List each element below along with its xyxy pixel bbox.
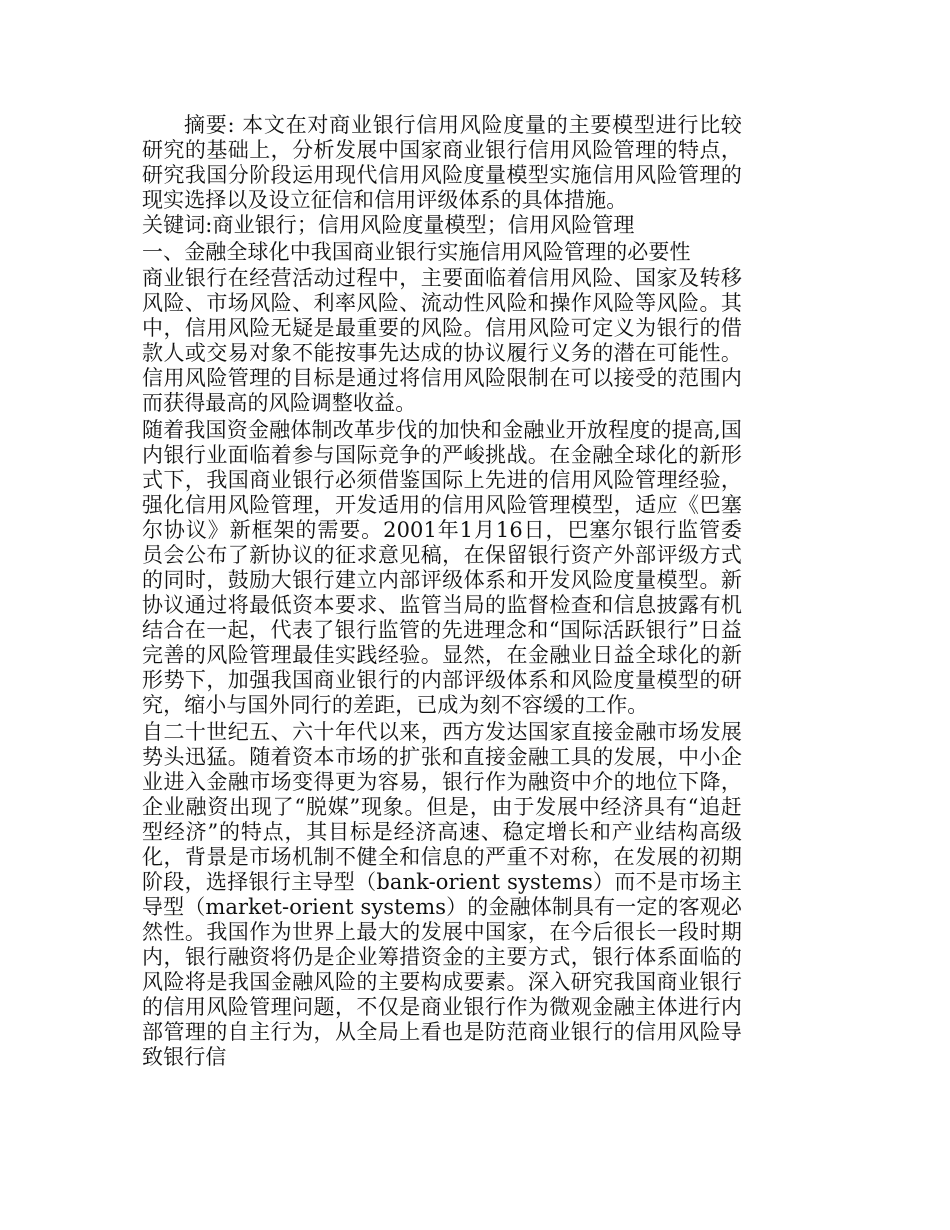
body-paragraph-2: 随着我国资金融体制改革步伐的加快和金融业开放程度的提高,国内银行业面临着参与国际竞争的严峻挑战。在金融全球化的新形式下，我国商业银行必须借鉴国际上先进的信用风险管理经验，强化信用风险管理，开发适用的信用风险管理模型，适应《巴塞尔协议》新框架的需要。2001年1月16日，巴塞尔银行监管委员会公布了新协议的征求意见稿，在保留银行资产外部评级方式的同时，鼓励大银行建立内部评级体系和开发风险度量模型。新协议通过将最低资本要求、监管当局的监督检查和信息披露有机结合在一起，代表了银行监管的先进理念和“国际活跃银行”日益完善的风险管理最佳实践经验。显然，在金融业日益全球化的新形势下，加强我国商业银行的内部评级体系和风险度量模型的研究，缩小与国外同行的差距，已成为刻不容缓的工作。: [142, 418, 742, 717]
document-page: [142, 113, 742, 1070]
body-paragraph-3: 自二十世纪五、六十年代以来，西方发达国家直接金融市场发展势头迅猛。随着资本市场的扩张和直接金融工具的发展，中小企业进入金融市场变得更为容易，银行作为融资中介的地位下降，企业融资出现了“脱媒”现象。但是，由于发展中经济具有“追赶型经济”的特点，其目标是经济高速、稳定增长和产业结构高级化，背景是市场机制不健全和信息的严重不对称，在发展的初期阶段，选择银行主导型（bank-orient systems）而不是市场主导型（market-orient systems）的金融体制具有一定的客观必然性。我国作为世界上最大的发展中国家，在今后很长一段时期内，银行融资将仍是企业筹措资金的主要方式，银行体系面临的风险将是我国金融风险的主要构成要素。深入研究我国商业银行的信用风险管理问题，不仅是商业银行作为微观金融主体进行内部管理的自主行为，从全局上看也是防范商业银行的信用风险导致银行信: [142, 720, 742, 1069]
section-heading: 一、金融全球化中我国商业银行实施信用风险管理的必要性: [142, 240, 691, 264]
keywords-line: 关键词:商业银行；信用风险度量模型；信用风险管理: [142, 213, 635, 237]
body-paragraph-1: 商业银行在经营活动过程中，主要面临着信用风险、国家及转移风险、市场风险、利率风险、流动性风险和操作风险等风险。其中，信用风险无疑是最重要的风险。信用风险可定义为银行的借款人或交易对象不能按事先达成的协议履行义务的潜在可能性。信用风险管理的目标是通过将信用风险限制在可以接受的范围内而获得最高的风险调整收益。: [142, 266, 742, 415]
abstract-paragraph: 摘要: 本文在对商业银行信用风险度量的主要模型进行比较研究的基础上，分析发展中国家商业银行信用风险管理的特点，研究我国分阶段运用现代信用风险度量模型实施信用风险管理的现实选择以及设立征信和信用评级体系的具体措施。: [142, 113, 742, 212]
